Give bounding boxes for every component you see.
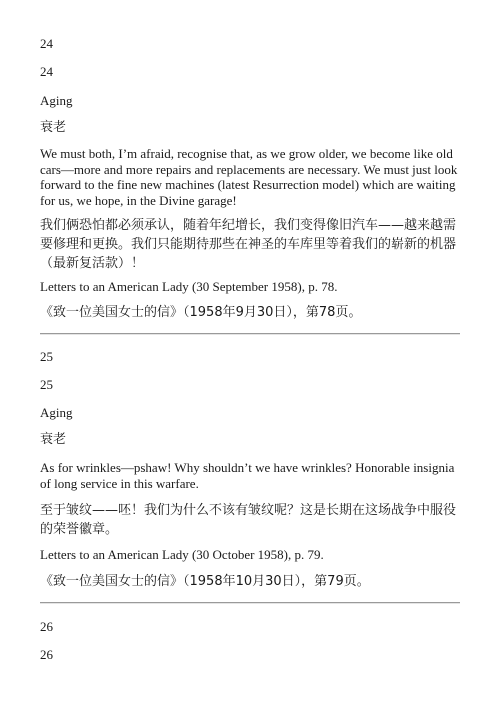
source-english: Letters to an American Lady (30 October 1958), p. 79. (40, 547, 324, 562)
quote-chinese: 我们俩恐怕都必须承认，随着年纪增长，我们变得像旧汽车——越来越需要修理和更换。我们只能期待那些在神圣的车库里等着我们的崭新的机器（最新复活款）！ (40, 218, 457, 271)
entry-number-repeat: 24 (40, 64, 53, 79)
topic-english: Aging (40, 93, 73, 108)
source-chinese: 《致一位美国女士的信》（1958年9月30日），第78页。 (40, 305, 362, 320)
topic-chinese: 衰老 (40, 120, 67, 135)
entry-number: 26 (40, 619, 53, 634)
entry-number: 24 (40, 36, 53, 51)
source-english: Letters to an American Lady (30 September 1958), p. 78. (40, 279, 338, 294)
topic-chinese: 衰老 (40, 432, 67, 447)
quote-english: We must both, I’m afraid, recognise that, as we grow older, we become like old cars—more and more repairs and replacements are necessary. We must just look forward to the fine new machines (latest Resurrection model) which are waiting for us, we hope, in the Divine garage! (40, 146, 458, 208)
entry-number: 25 (40, 349, 53, 364)
quote-english: As for wrinkles—pshaw! Why shouldn’t we have wrinkles? Honorable insignia of long service in this warfare. (40, 460, 455, 491)
quote-chinese: 至于皱纹——呸！我们为什么不该有皱纹呢？这是长期在这场战争中服役的荣誉徽章。 (40, 503, 457, 537)
entry-divider (40, 333, 460, 335)
entry-number-repeat: 26 (40, 647, 53, 662)
source-chinese: 《致一位美国女士的信》（1958年10月30日），第79页。 (40, 574, 370, 589)
entry-divider (40, 602, 460, 604)
topic-english: Aging (40, 405, 73, 420)
entry-number-repeat: 25 (40, 377, 53, 392)
